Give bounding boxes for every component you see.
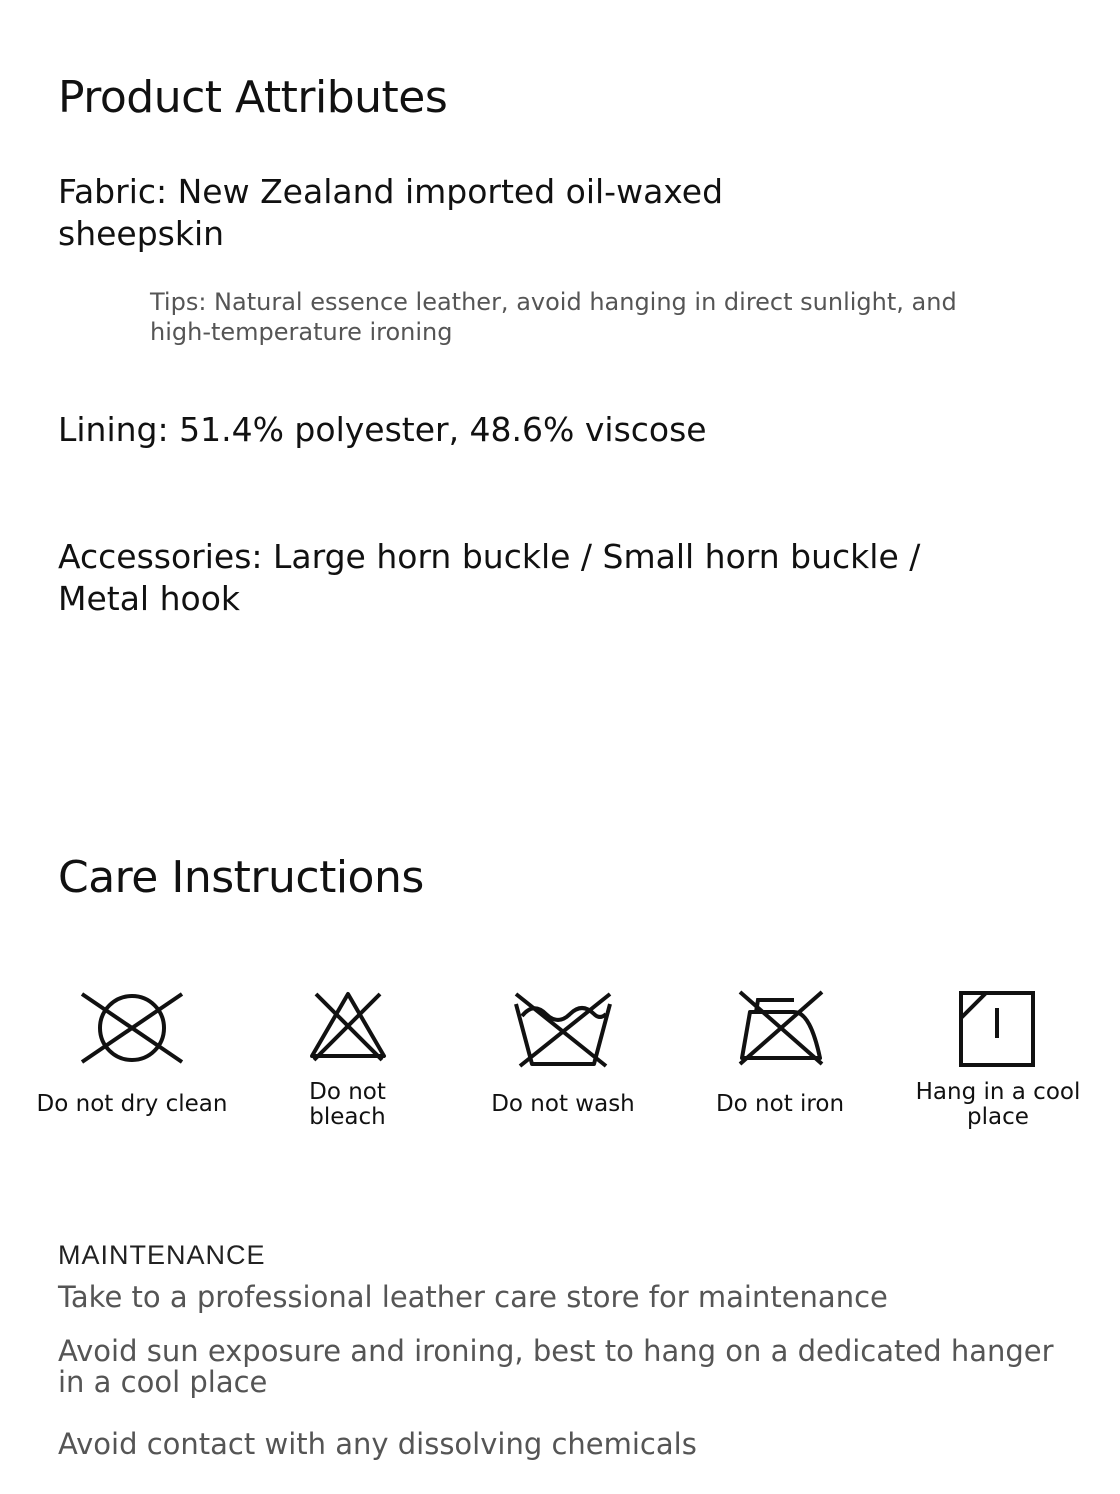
no-bleach-label: Do not bleach <box>309 1079 386 1130</box>
no-iron-label: Do not iron <box>715 1091 845 1117</box>
lining-attribute: Lining: 51.4% polyester, 48.6% viscose <box>58 410 707 449</box>
no-wash-label: Do not wash <box>491 1091 635 1117</box>
product-attributes-title: Product Attributes <box>58 72 448 123</box>
hang-cool-place-label: Hang in a cool place <box>915 1079 1081 1130</box>
no-bleach-icon <box>308 990 388 1062</box>
no-dry-clean-label: Do not dry clean <box>36 1091 228 1117</box>
maintenance-line-2: Avoid sun exposure and ironing, best to hang on a dedicated hanger in a cool place <box>58 1334 1054 1399</box>
no-dry-clean-icon <box>78 990 186 1066</box>
accessories-attribute: Accessories: Large horn buckle / Small horn buckle / Metal hook <box>58 537 921 618</box>
no-iron-icon <box>736 988 826 1068</box>
care-instructions-title: Care Instructions <box>58 852 424 903</box>
no-wash-icon <box>510 990 616 1070</box>
hang-dry-shade-icon <box>958 990 1038 1068</box>
maintenance-title: MAINTENANCE <box>58 1240 266 1270</box>
maintenance-line-3: Avoid contact with any dissolving chemicals <box>58 1427 697 1461</box>
fabric-tips: Tips: Natural essence leather, avoid hanging in direct sunlight, and high-temperature ironing <box>150 288 957 346</box>
fabric-attribute: Fabric: New Zealand imported oil-waxed sheepskin <box>58 172 724 253</box>
maintenance-line-1: Take to a professional leather care store for maintenance <box>58 1280 888 1314</box>
